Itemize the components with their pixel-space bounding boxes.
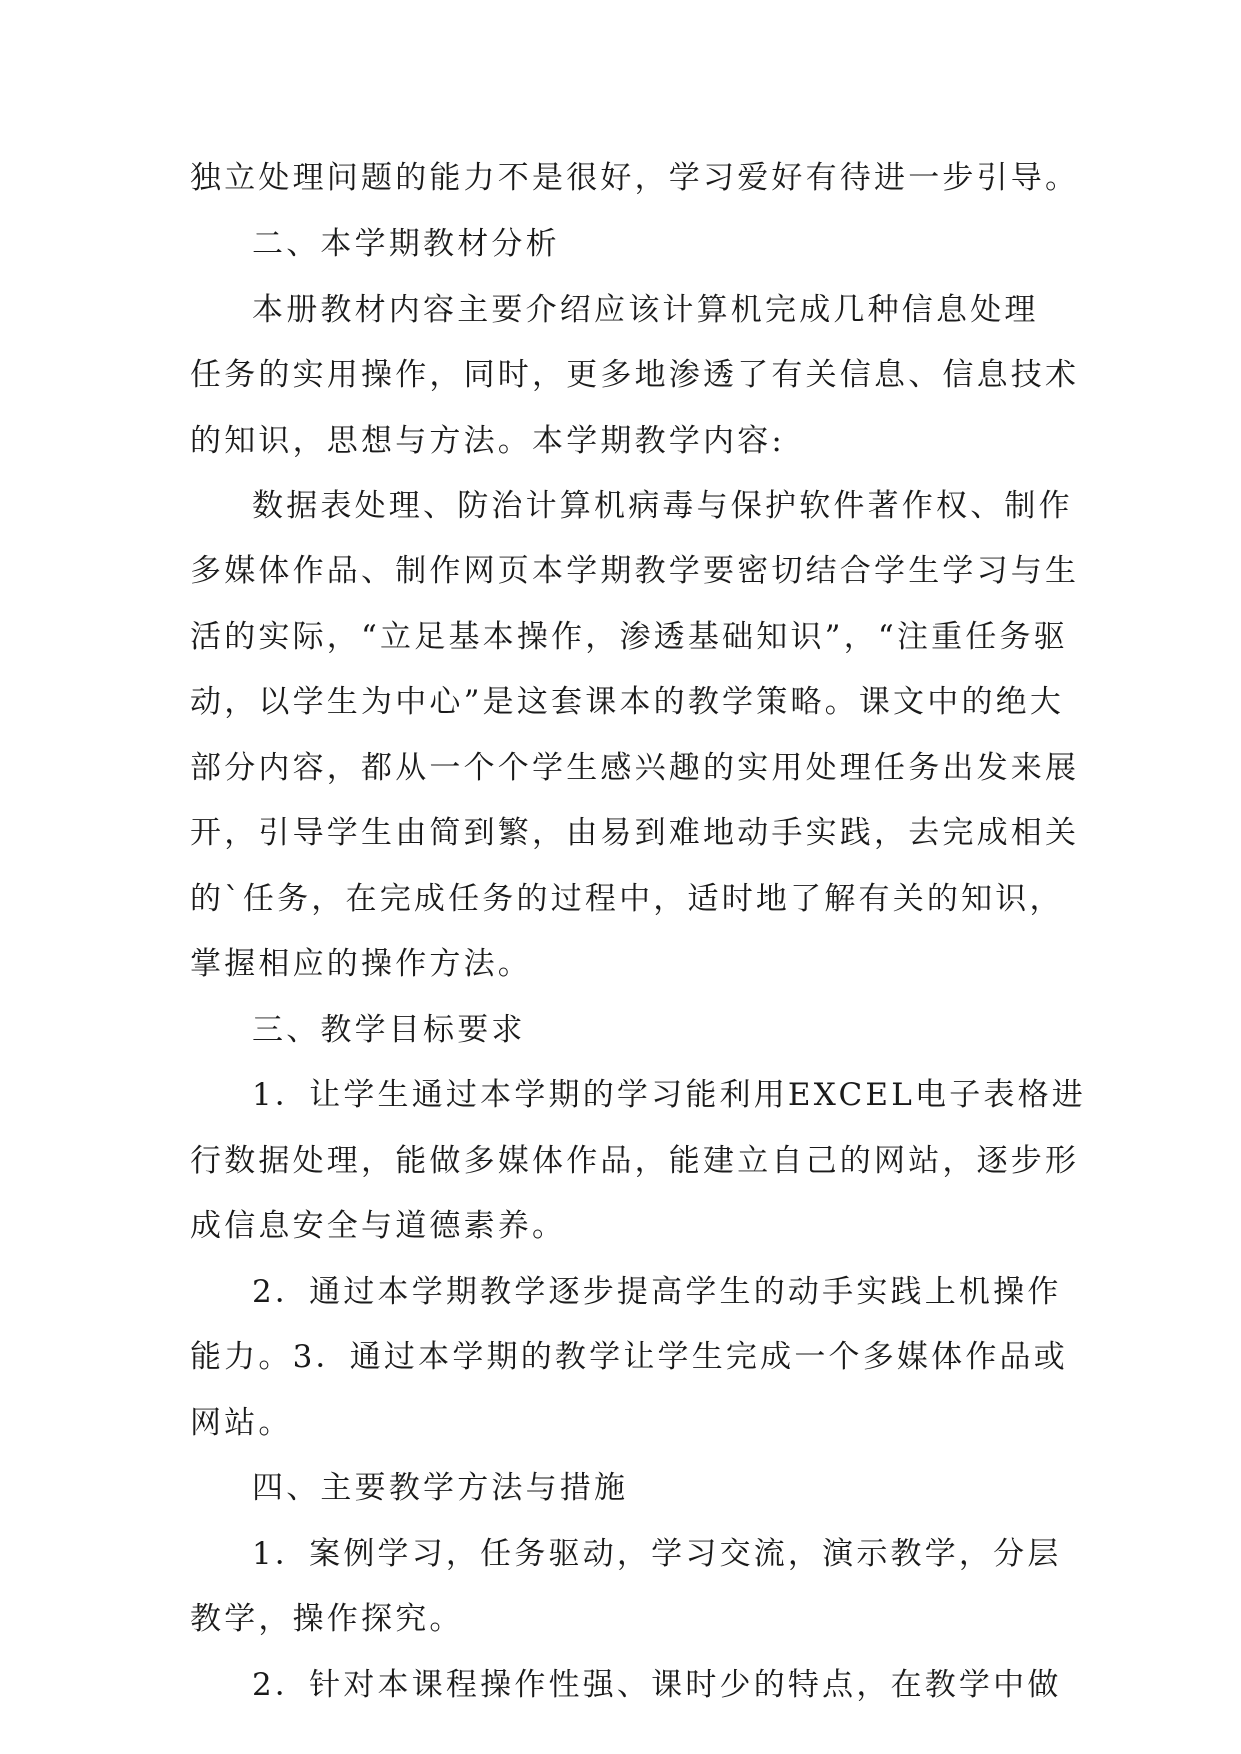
section-heading: 四、主要教学方法与措施 bbox=[252, 1470, 629, 1506]
paragraph-line: 的`任务，在完成任务的过程中，适时地了解有关的知识， bbox=[190, 881, 1064, 917]
paragraph-line: 教学，操作探究。 bbox=[190, 1601, 464, 1637]
paragraph-line: 开，引导学生由简到繁，由易到难地动手实践，去完成相关 bbox=[190, 815, 1080, 851]
paragraph-line: 能力。3．通过本学期的教学让学生完成一个多媒体作品或 bbox=[190, 1339, 1068, 1375]
paragraph-line: 行数据处理，能做多媒体作品，能建立自己的网站，逐步形 bbox=[190, 1143, 1080, 1179]
section-heading: 二、本学期教材分析 bbox=[252, 226, 560, 262]
paragraph-line: 独立处理问题的能力不是很好，学习爱好有待进一步引导。 bbox=[190, 160, 1080, 196]
paragraph-line: 2．通过本学期教学逐步提高学生的动手实践上机操作 bbox=[252, 1274, 1062, 1310]
paragraph-line: 部分内容，都从一个个学生感兴趣的实用处理任务出发来展 bbox=[190, 750, 1080, 786]
paragraph-line: 动，以学生为中心”是这套课本的教学策略。课文中的绝大 bbox=[190, 684, 1065, 720]
paragraph-line: 的知识，思想与方法。本学期教学内容: bbox=[190, 423, 786, 459]
section-heading: 三、教学目标要求 bbox=[252, 1012, 526, 1048]
paragraph-line: 1．案例学习，任务驱动，学习交流，演示教学，分层 bbox=[252, 1536, 1062, 1572]
paragraph-line: 2．针对本课程操作性强、课时少的特点，在教学中做 bbox=[252, 1667, 1062, 1703]
paragraph-line: 任务的实用操作，同时，更多地渗透了有关信息、信息技术 bbox=[190, 357, 1080, 393]
paragraph-line: 活的实际，“立足基本操作，渗透基础知识”，“注重任务驱 bbox=[190, 619, 1068, 655]
paragraph-line: 多媒体作品、制作网页本学期教学要密切结合学生学习与生 bbox=[190, 553, 1080, 589]
paragraph-line: 网站。 bbox=[190, 1405, 293, 1441]
paragraph-line: 数据表处理、防治计算机病毒与保护软件著作权、制作 bbox=[252, 488, 1073, 524]
paragraph-line: 1．让学生通过本学期的学习能利用EXCEL电子表格进 bbox=[252, 1077, 1087, 1113]
paragraph-line: 本册教材内容主要介绍应该计算机完成几种信息处理 bbox=[252, 292, 1039, 328]
paragraph-line: 成信息安全与道德素养。 bbox=[190, 1208, 567, 1244]
paragraph-line: 掌握相应的操作方法。 bbox=[190, 946, 532, 982]
